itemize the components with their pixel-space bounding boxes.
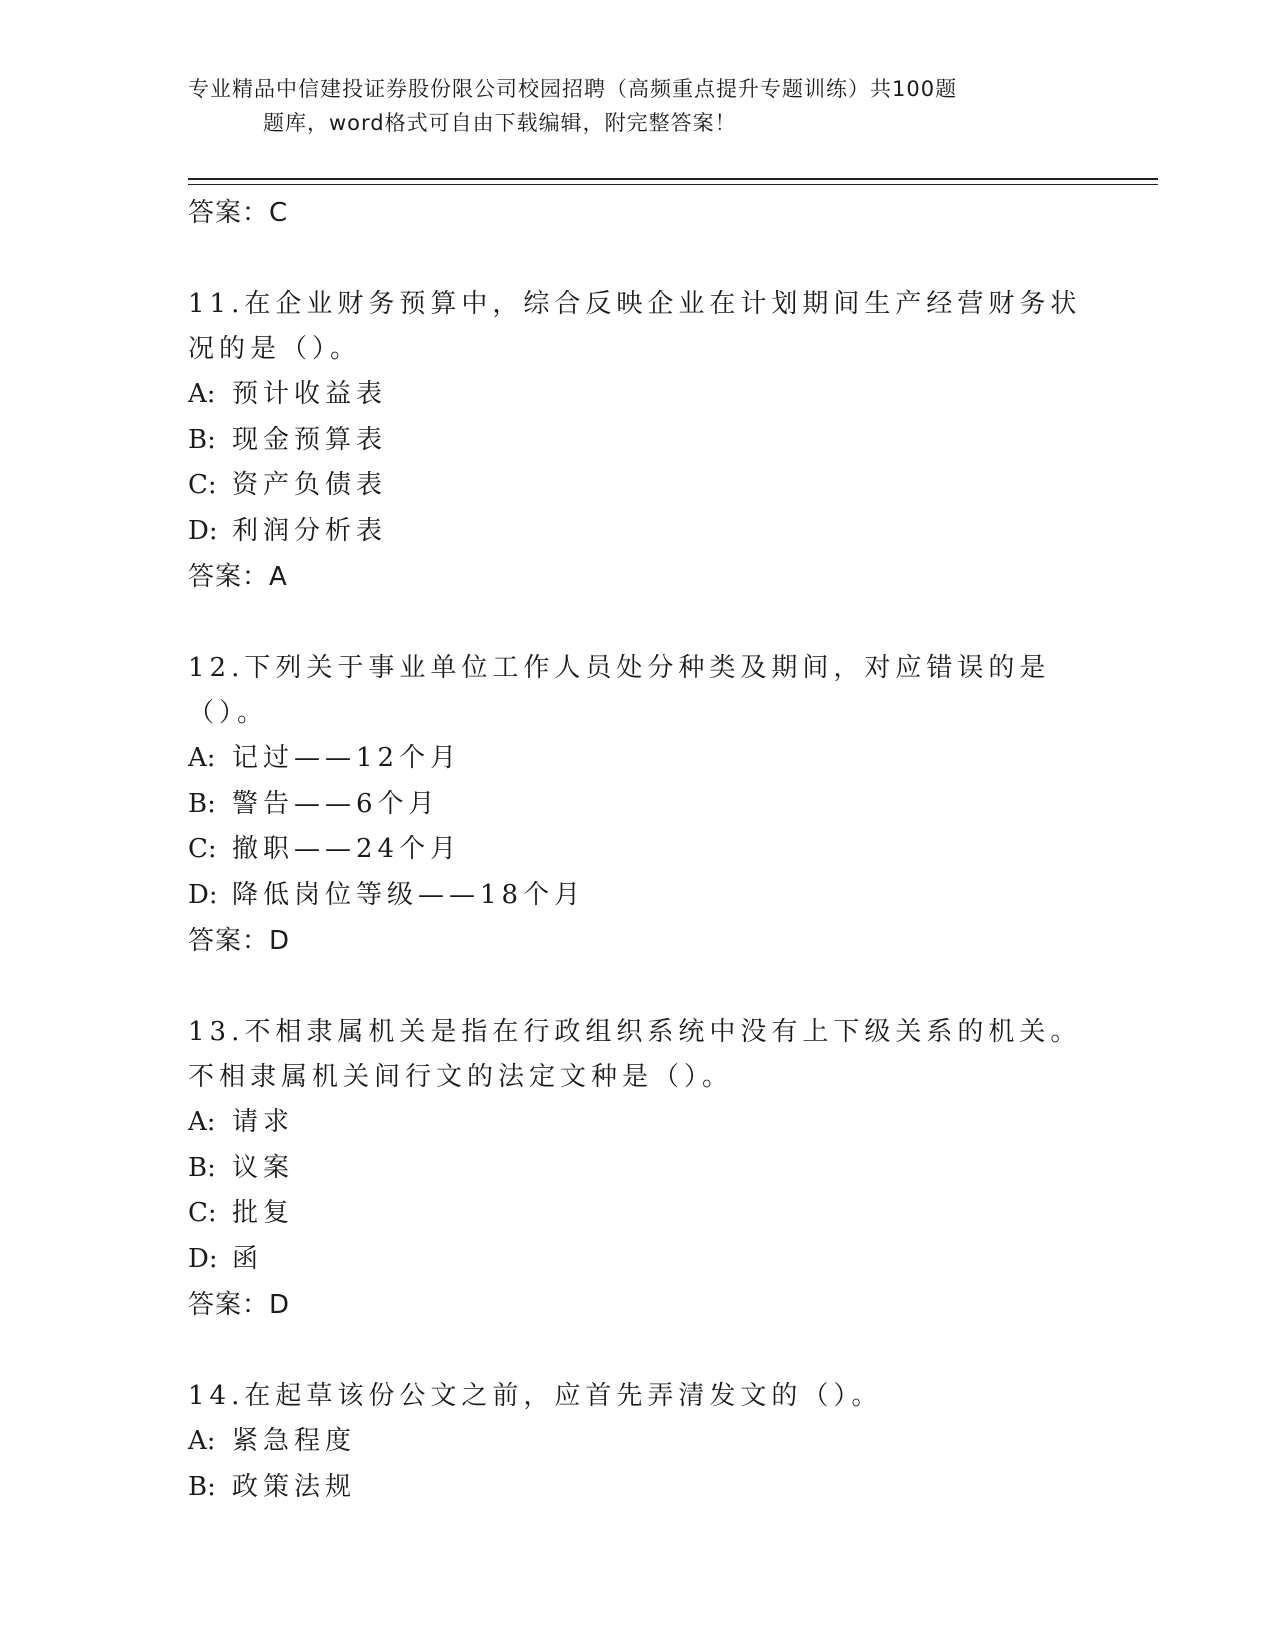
option-text: 警告——6个月 xyxy=(232,788,440,819)
option-text: 议案 xyxy=(232,1152,295,1183)
document-body xyxy=(188,190,1088,1510)
option-item xyxy=(188,372,1088,418)
answer-line: 答案：D xyxy=(188,1290,291,1320)
option-item xyxy=(188,782,1088,828)
option-letter: A: xyxy=(188,379,216,409)
option-letter: A: xyxy=(188,1426,216,1456)
option-letter: A: xyxy=(188,1107,216,1137)
option-text: 撤职——24个月 xyxy=(232,834,462,864)
option-letter: B: xyxy=(188,424,216,455)
answer-line: 答案：D xyxy=(188,926,291,956)
option-item xyxy=(188,1465,1088,1511)
option-item xyxy=(188,418,1088,464)
option-text: 请求 xyxy=(232,1107,295,1137)
option-text: 降低岗位等级——18个月 xyxy=(232,879,586,910)
option-item xyxy=(188,1100,1088,1146)
option-item xyxy=(188,736,1088,782)
option-text: 利润分析表 xyxy=(232,515,388,546)
question-text: 11.在企业财务预算中，综合反映企业在计划期间生产经营财务状况的是（）。 xyxy=(188,289,1082,364)
option-letter: B: xyxy=(188,788,216,819)
option-text: 批复 xyxy=(232,1198,295,1228)
option-item xyxy=(188,827,1088,873)
option-text: 资产负债表 xyxy=(232,470,388,500)
option-letter: B: xyxy=(188,1152,216,1183)
document-header xyxy=(188,72,1068,140)
option-letter: A: xyxy=(188,743,216,773)
option-letter: D: xyxy=(188,879,218,910)
option-text: 记过——12个月 xyxy=(232,743,462,773)
option-item xyxy=(188,1419,1088,1465)
option-letter: D: xyxy=(188,515,218,546)
question-text: 12.下列关于事业单位工作人员处分种类及期间，对应错误的是（）。 xyxy=(188,653,1051,728)
option-item xyxy=(188,509,1088,555)
question-block xyxy=(188,1374,1088,1510)
question-block xyxy=(188,282,1088,600)
option-letter: D: xyxy=(188,1243,218,1274)
option-item xyxy=(188,463,1088,509)
header-divider-thick xyxy=(188,178,1158,180)
answer-line: 答案：A xyxy=(188,562,288,592)
header-title-line-1: 专业精品中信建投证券股份限公司校园招聘（高频重点提升专题训练）共100题 xyxy=(188,77,958,101)
option-letter: B: xyxy=(188,1471,216,1502)
option-text: 现金预算表 xyxy=(232,424,388,455)
option-text: 紧急程度 xyxy=(232,1426,357,1456)
header-divider-thin xyxy=(188,184,1158,185)
question-block xyxy=(188,1010,1088,1328)
option-letter: C: xyxy=(188,834,217,864)
header-title-line-2: 题库，word格式可自由下载编辑，附完整答案！ xyxy=(263,111,737,135)
option-item xyxy=(188,1237,1088,1283)
option-letter: C: xyxy=(188,470,217,500)
option-letter: C: xyxy=(188,1198,217,1228)
question-text: 14.在起草该份公文之前，应首先弄清发文的（）。 xyxy=(188,1381,883,1411)
option-text: 政策法规 xyxy=(232,1471,357,1502)
option-item xyxy=(188,873,1088,919)
option-item xyxy=(188,1146,1088,1192)
question-list xyxy=(188,282,1088,1510)
question-block xyxy=(188,646,1088,964)
option-text: 预计收益表 xyxy=(232,379,388,409)
question-text: 13.不相隶属机关是指在行政组织系统中没有上下级关系的机关。不相隶属机关间行文的法定文种是（）。 xyxy=(188,1017,1082,1092)
answer-line: 答案：C xyxy=(188,198,289,228)
option-text: 函 xyxy=(232,1243,264,1274)
option-item xyxy=(188,1191,1088,1237)
